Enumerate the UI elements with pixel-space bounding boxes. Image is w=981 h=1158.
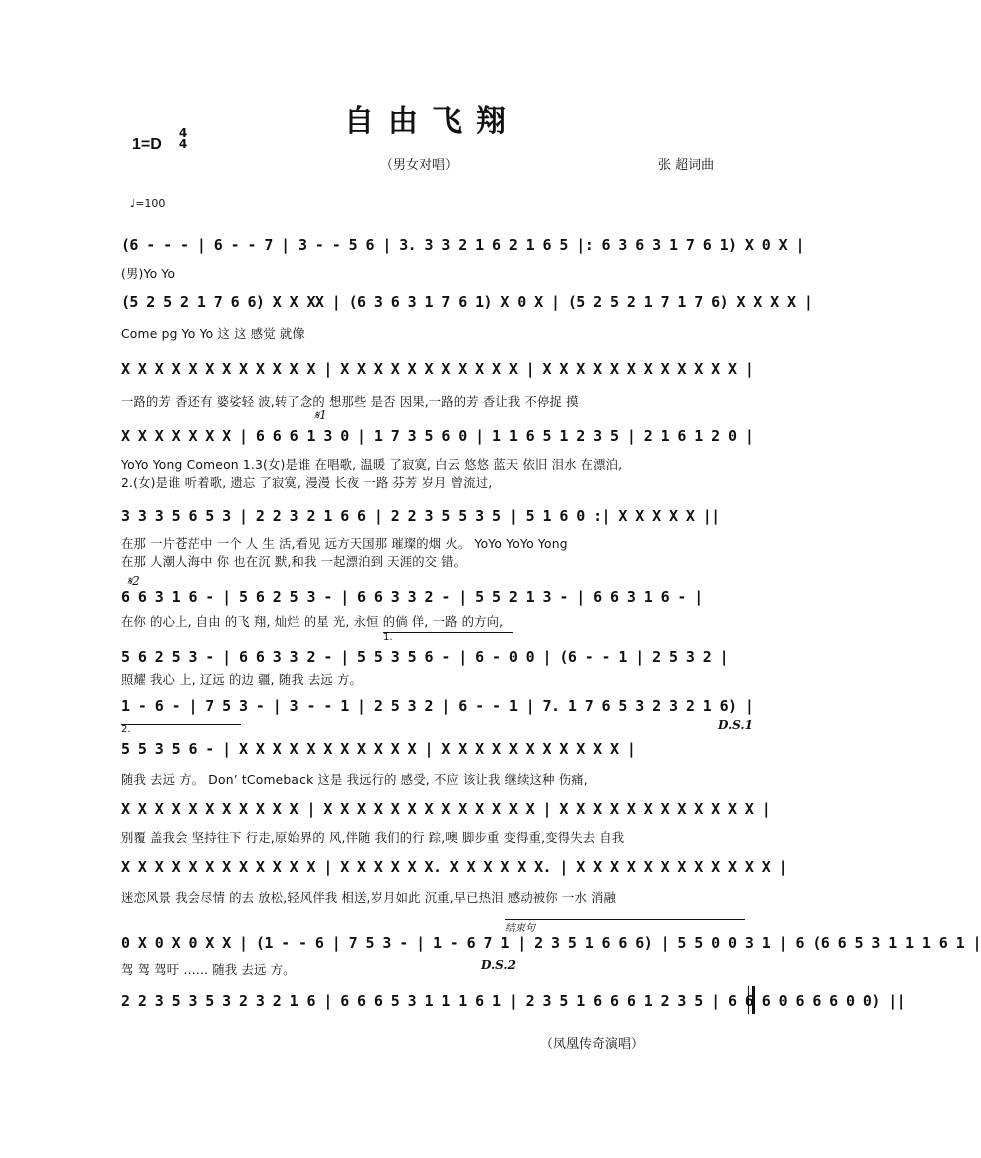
second-ending-bracket xyxy=(121,724,241,725)
music-line: X X X X X X X X X X X | X X X X X X X X X X X X X | X X X X X X X X X X X X | xyxy=(121,800,771,818)
lyric-line: 随我 去远 方。 Don’ tComeback 这是 我远行的 感受, 不应 该让我 继续这种 伤痛, xyxy=(121,773,588,787)
first-ending-bracket xyxy=(383,632,513,633)
tempo-marking: ♩=100 xyxy=(130,197,166,210)
music-line: 0 X 0 X 0 X X | (1 - - 6 | 7 5 3 - | 1 - 6 7 1 | 2 3 5 1 6 6 6) | 5 5 0 0 3 1 | 6 (6 6 5 3 1 1 1 6 1 | xyxy=(121,934,981,952)
lyric-line: 照耀 我心 上, 辽远 的边 疆, 随我 去远 方。 xyxy=(121,673,363,687)
coda-label: 结束句 xyxy=(505,923,535,934)
time-signature-top: 4 xyxy=(178,126,188,140)
song-title: 自由飞翔 xyxy=(344,104,520,139)
key-signature: 1=D xyxy=(132,136,162,153)
lyric-line: 迷恋风景 我会尽情 的去 放松,轻风伴我 相送,岁月如此 沉重,早已热泪 感动被你 一水 消融 xyxy=(121,891,617,905)
lyric-line: Come pg Yo Yo 这 这 感觉 就像 xyxy=(121,327,305,341)
segno-1: 𝄋1 xyxy=(314,408,327,422)
music-line: 6 6 3 1 6 - | 5 6 2 5 3 - | 6 6 3 3 2 - | 5 5 2 1 3 - | 6 6 3 1 6 - | xyxy=(121,588,703,606)
coda-bracket xyxy=(505,919,745,920)
lyric-line: 在那 人潮人海中 你 也在沉 默,和我 一起漂泊到 天涯的交 错。 xyxy=(121,555,467,569)
performer-credit: （凤凰传奇演唱） xyxy=(540,1037,645,1052)
composer-credit: 张 超词曲 xyxy=(658,158,715,173)
final-barline-thick xyxy=(752,986,755,1014)
lyric-line: YoYo Yong Comeon 1.3(女)是谁 在唱歌, 温暖 了寂寞, 白云 悠悠 蓝天 依旧 泪水 在漂泊, xyxy=(121,458,623,472)
music-line: (5 2 5 2 1 7 6 6) X X XX | (6 3 6 3 1 7 6 1) X 0 X | (5 2 5 2 1 7 1 7 6) X X X X | xyxy=(121,293,813,311)
music-line: 5 5 3 5 6 - | X X X X X X X X X X X | X X X X X X X X X X X | xyxy=(121,740,636,758)
lyric-line: 一路的芳 香还有 婆娑轻 波,转了念的 想那些 是否 因果,一路的芳 香让我 不停捉 摸 xyxy=(121,395,579,409)
subtitle: （男女对唱） xyxy=(380,158,459,173)
second-ending-mark: 2. xyxy=(121,724,131,735)
lyric-line: 在那 一片苍茫中 一个 人 生 活,看见 远方天国那 璀璨的烟 火。 YoYo YoYo Yong xyxy=(121,537,568,551)
lyric-line: 在你 的心上, 自由 的飞 翔, 灿烂 的星 光, 永恒 的倘 佯, 一路 的方向, xyxy=(121,615,504,629)
lyric-line: 2.(女)是谁 听着歌, 遗忘 了寂寞, 漫漫 长夜 一路 芬芳 岁月 曾流过, xyxy=(121,476,493,490)
music-line: X X X X X X X X X X X X | X X X X X X. X X X X X X. | X X X X X X X X X X X X | xyxy=(121,858,788,876)
time-signature xyxy=(176,128,190,150)
dal-segno-1: D.S.1 xyxy=(718,718,753,732)
music-line: (6 - - - | 6 - - 7 | 3 - - 5 6 | 3. 3 3 2 1 6 2 1 6 5 |: 6 3 6 3 1 7 6 1) X 0 X | xyxy=(121,236,804,254)
first-ending-mark: 1. xyxy=(383,632,393,643)
music-line: X X X X X X X | 6 6 6 1 3 0 | 1 7 3 5 6 0 | 1 1 6 5 1 2 3 5 | 2 1 6 1 2 0 | xyxy=(121,427,754,445)
lyric-line: 驾 驾 驾吁 …… 随我 去远 方。 xyxy=(121,963,296,977)
music-line: X X X X X X X X X X X X | X X X X X X X X X X X | X X X X X X X X X X X X | xyxy=(121,360,754,378)
lyric-line: 别覆 盖我会 坚持往下 行走,原始界的 风,伴随 我们的行 踪,噢 脚步重 变得重,变得失去 自我 xyxy=(121,831,625,845)
final-barline-thin xyxy=(748,986,749,1014)
time-signature-bottom: 4 xyxy=(178,137,188,151)
music-line: 3 3 3 5 6 5 3 | 2 2 3 2 1 6 6 | 2 2 3 5 5 3 5 | 5 1 6 0 :| X X X X X || xyxy=(121,507,720,525)
music-line: 5 6 2 5 3 - | 6 6 3 3 2 - | 5 5 3 5 6 - | 6 - 0 0 | (6 - - 1 | 2 5 3 2 | xyxy=(121,648,729,666)
segno-2: 𝄋2 xyxy=(127,574,140,588)
dal-segno-2: D.S.2 xyxy=(481,958,516,972)
music-line: 2 2 3 5 3 5 3 2 3 2 1 6 | 6 6 6 5 3 1 1 1 6 1 | 2 3 5 1 6 6 6 1 2 3 5 | 6 6 6 0 6 6 6 0 0) || xyxy=(121,992,906,1010)
lyric-line: (男)Yo Yo xyxy=(121,267,176,281)
music-line: 1 - 6 - | 7 5 3 - | 3 - - 1 | 2 5 3 2 | 6 - - 1 | 7. 1 7 6 5 3 2 3 2 1 6) | xyxy=(121,697,754,715)
